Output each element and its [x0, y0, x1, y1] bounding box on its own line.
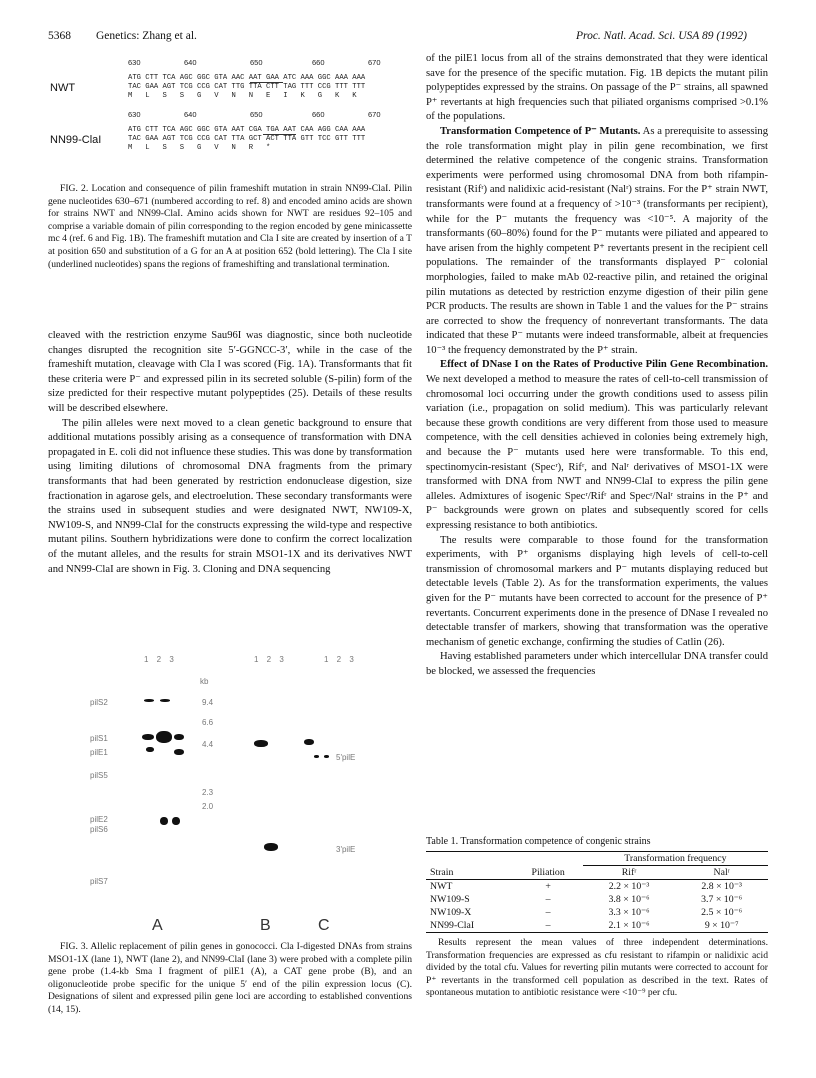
gel-band — [156, 731, 172, 743]
table-1-title: Table 1. Transformation competence of congenic strains — [426, 836, 651, 847]
right-paragraph-3: The results were comparable to those found for the transformation experiments, with P⁺ organisms displaying high levels of cell-to-cell transmission of chromosomal markers and P⁻ mutants displaying reduced but detectable levels (Table 2). As for the transformation experiments, the values given for the P⁻ mutants have been corrected to account for the presence of P⁺ revertants. Concurrent experiments done in the presence of DNase I revealed no detectable transfer of markers, showing that transformation was the operative mechanism of genetic exchange, confirming the studies of Catlin (26). — [426, 534, 768, 648]
kb-label: kb — [200, 677, 209, 686]
page-number: 5368 — [48, 30, 71, 42]
left-paragraph-1: cleaved with the restriction enzyme Sau96I was diagnostic, since both nucleotide changes disrupted the recognition site 5′-GGNCC-3′, while in the case of the frameshift mutation, cleavage with Cla I was scored (Fig. 1A). Transformants that fit these criteria were P⁻ and expressed pilin in its secreted soluble (S-pilin) form of the size predicted for their respective mutant polypeptides (25). Details of these results will be described elsewhere. — [48, 330, 412, 414]
section-heading-dnase: Effect of DNase I on the Rates of Productive Pilin Gene Recombination. — [440, 359, 768, 371]
table-1-grid — [426, 851, 768, 933]
wt-ruler: 630 640 650 660 670 — [128, 58, 381, 67]
figure-3-gel — [48, 655, 412, 933]
right-column — [426, 52, 768, 680]
gel-band — [146, 747, 154, 752]
running-title: Genetics: Zhang et al. — [96, 30, 197, 42]
mut-ruler: 630 640 650 660 670 — [128, 110, 381, 119]
gel-band — [172, 817, 180, 825]
locus-pilE2: pilE2 — [90, 815, 108, 824]
panel-b-label: B — [260, 917, 271, 934]
probe-3-pilE: 3'pilE — [336, 845, 356, 854]
mut-template-strand: TAC GAA AGT TCG CCG CAT TTA GCT ACT TTA GTT TCC GTT TTT — [128, 135, 366, 143]
table-group-header: Transformation frequency — [583, 852, 768, 866]
table-1 — [426, 836, 768, 1000]
lanes-a: 1 2 3 — [144, 655, 177, 664]
table-row: NW109-X – 3.3 × 10⁻⁶ 2.5 × 10⁻⁶ — [430, 907, 743, 918]
probe-5-pilE: 5'pilE — [336, 753, 356, 762]
wt-underline — [250, 82, 283, 83]
wt-amino-acids: M L S S G V N N E I K G K K — [128, 92, 357, 100]
lanes-c: 1 2 3 — [324, 655, 357, 664]
gel-band — [174, 749, 184, 755]
gel-band — [304, 739, 314, 745]
lanes-b: 1 2 3 — [254, 655, 287, 664]
table-1-footnote: Results represent the mean values of three independent determinations. Transformation frequencies are expressed as cfu resistant to rifampin or nalidixic acid divided by the total cfu. Values for reverting pilin mutants were corrected to account for P⁺ revertants in the transformed cell population as described in the text. Rates of spontaneous mutation to antibiotic resistance were <10⁻⁹ per cfu. — [426, 937, 768, 999]
size-2-0: 2.0 — [202, 802, 214, 811]
table-row: NN99-ClaI – 2.1 × 10⁻⁶ 9 × 10⁻⁷ — [426, 919, 768, 933]
right-paragraph-2: We next developed a method to measure the rates of cell-to-cell transmission of chromosomal loci occurring under the growth conditions used to assess pilin variation (i.e., propagation on solid medium). This was particularly relevant because these growth conditions are very different from those used to measure competence, with the cell densities achieved in colonies being extremely high, and because the P⁻ mutants used here were transformable. To this end, spectinomycin-resistant (Specʳ), Rifʳ, and Nalʳ derivatives of MSO1-1X were transformed with DNA from NWT and NN99-ClaI to express the pilin gene alleles. Admixtures of isogenic Specʳ/Rifʳ and Specʳ/Nalʳ strains in the P⁺ and P⁻ backgrounds were grown on plates and subsequently scored for cells expressing resistance to both antibiotics. — [426, 374, 768, 531]
locus-pilS7: pilS7 — [90, 877, 108, 886]
gel-band — [314, 755, 319, 758]
left-paragraph-2: The pilin alleles were next moved to a clean genetic background to ensure that additional mutations possibly arising as a consequence of transformation with DNA propagated in E. coli did not influence these studies. This was done by transformation using limiting dilutions of chromosomal DNA fragments from the primary transformants that had been generated by restriction endonuclease digestion, size fractionation in agarose gels, and electroelution. These secondary transformants were the strains used in subsequent studies and were designated NWT, NW109-X, NW109-S, and NN99-ClaI for the constructs expressing the wild-type and respective mutant pilins. Southern hybridizations were done to confirm the correct localization of the mutant alleles, and the results for strain MSO1-1X and its derivatives NWT and NN99-ClaI are shown in Fig. 3. Cloning and DNA sequencing — [48, 417, 412, 575]
gel-band — [254, 740, 268, 747]
gel-band — [264, 843, 278, 851]
panel-a-label: A — [152, 917, 163, 934]
figure-3-caption-lead: FIG. 3. — [60, 941, 88, 952]
right-paragraph-1: As a prerequisite to assessing the role transformation might play in pilin gene recombination, we first determined the relative competence of the congenic strains. Transformation experiments were performed using chromosomal DNA from both rifampin-resistant (Rifʳ) and nalidixic acid-resistant (Nalʳ) strains. For the P⁺ strain NWT, transformants were found at a frequency of >10⁻³ (transformants per recipient), while for the P⁻ mutants the frequency was <10⁻⁵. A majority of the transformants (60–80%) found for the P⁻ mutants were piliated and appeared to have arisen from the highly competent P⁺ revertants present in the recipient cell populations. The remainder of the transformants displayed P⁻ colonial morphologies, failed to make mAb 02-reactive pilin, and retained the original pilin mutations as detected by restriction enzyme digestion of their pilin gene PCR products. The results are shown in Table 1 and the values for the P⁻ strains are corrected to show the frequency of nonrevertant transformants. The data indicated that these P⁻ mutants were indeed transformable, albeit at frequencies 10⁻³ the frequency demonstrated by the P⁺ strain. — [426, 125, 768, 356]
right-paragraph-0: of the pilE1 locus from all of the strains demonstrated that they were identical save for the presence of the specific mutation. Fig. 1B depicts the mutant pilin polypeptides expressed by the strains. On passage of the P⁻ strains, all spawned P⁺ revertants at high frequencies such that piliated organisms comprised >0.1% of the populations. — [426, 53, 768, 123]
locus-pilS5: pilS5 — [90, 771, 108, 780]
journal-citation: Proc. Natl. Acad. Sci. USA 89 (1992) — [576, 30, 747, 42]
figure-2-caption: FIG. 2. Location and consequence of pilin frameshift mutation in strain NN99-ClaI. Pilin gene nucleotides 630–671 (numbered according to ref. 8) and encoded amino acids are shown for strains NWT and NN99-ClaI. Amino acids shown for NWT are residues 92–105 and comprise a variable domain of pilin corresponding to the region encoded by gene minicassette mc 4 (ref. 6 and Fig. 1B). The frameshift mutation and Cla I site are created by insertion of a T at position 650 and substitution of a G for an A at position 652 (bold lettering). The Cla I site (underlined nucleotides) spans the regions of frameshifting and translational termination. — [48, 183, 412, 270]
locus-pilS2: pilS2 — [90, 698, 108, 707]
table-header-strain: Strain — [430, 866, 454, 878]
panel-c-label: C — [318, 917, 330, 934]
locus-pilE1: pilE1 — [90, 748, 108, 757]
size-9-4: 9.4 — [202, 698, 214, 707]
gel-band — [160, 699, 170, 702]
strain-label-mut: NN99-ClaI — [50, 134, 102, 146]
wt-coding-strand: ATG CTT TCA AGC GGC GTA AAC AAT GAA ATC AAA GGC AAA AAA — [128, 74, 366, 82]
table-header-rif: Rifʳ — [621, 867, 637, 878]
gel-band — [160, 817, 168, 825]
mut-coding-strand: ATG CTT TCA AGC GGC GTA AAT CGA TGA AAT CAA AGG CAA AAA — [128, 126, 366, 134]
table-header-piliation: Piliation — [531, 866, 565, 878]
mut-underline — [263, 134, 296, 135]
table-row: NW109-S – 3.8 × 10⁻⁶ 3.7 × 10⁻⁶ — [430, 894, 743, 905]
figure-3-caption: FIG. 3. Allelic replacement of pilin genes in gonococci. Cla I-digested DNAs from strains MSO1-1X (lane 1), NWT (lane 2), and NN99-ClaI (lane 3) were probed with a complete pilin gene probe (1.4-kb Sma I fragment of pilE1 (A), a CAT gene probe (B), and an oligonucleotide probe specific for the unique 5′ end of the pilin expression locus (C). Designations of silent and expressed pilin gene loci are according to established conventions (14, 15). — [48, 941, 412, 1015]
figure-2-caption-lead: FIG. 2. — [60, 183, 89, 194]
table-header-nal: Nalʳ — [713, 867, 730, 878]
gel-band — [324, 755, 329, 758]
table-row: NWT + 2.2 × 10⁻³ 2.8 × 10⁻³ — [430, 881, 742, 892]
locus-pilS6: pilS6 — [90, 825, 108, 834]
gel-band — [174, 734, 184, 740]
locus-pilS1: pilS1 — [90, 734, 108, 743]
section-heading-transformation: Transformation Competence of P⁻ Mutants. — [440, 125, 641, 137]
gel-band — [144, 699, 154, 702]
size-4-4: 4.4 — [202, 740, 214, 749]
strain-label-wt: NWT — [50, 82, 76, 94]
wt-template-strand: TAC GAA AGT TCG CCG CAT TTG TTA CTT TAG TTT CCG TTT TTT — [128, 83, 366, 91]
gel-band — [142, 734, 154, 740]
figure-2-sequence — [48, 52, 428, 182]
right-paragraph-4: Having established parameters under which intercellular DNA transfer could be blocked, we assessed the frequencies — [426, 651, 768, 677]
mut-amino-acids: M L S S G V N R * — [128, 144, 271, 152]
size-2-3: 2.3 — [202, 788, 214, 797]
left-column — [48, 329, 412, 577]
size-6-6: 6.6 — [202, 718, 214, 727]
